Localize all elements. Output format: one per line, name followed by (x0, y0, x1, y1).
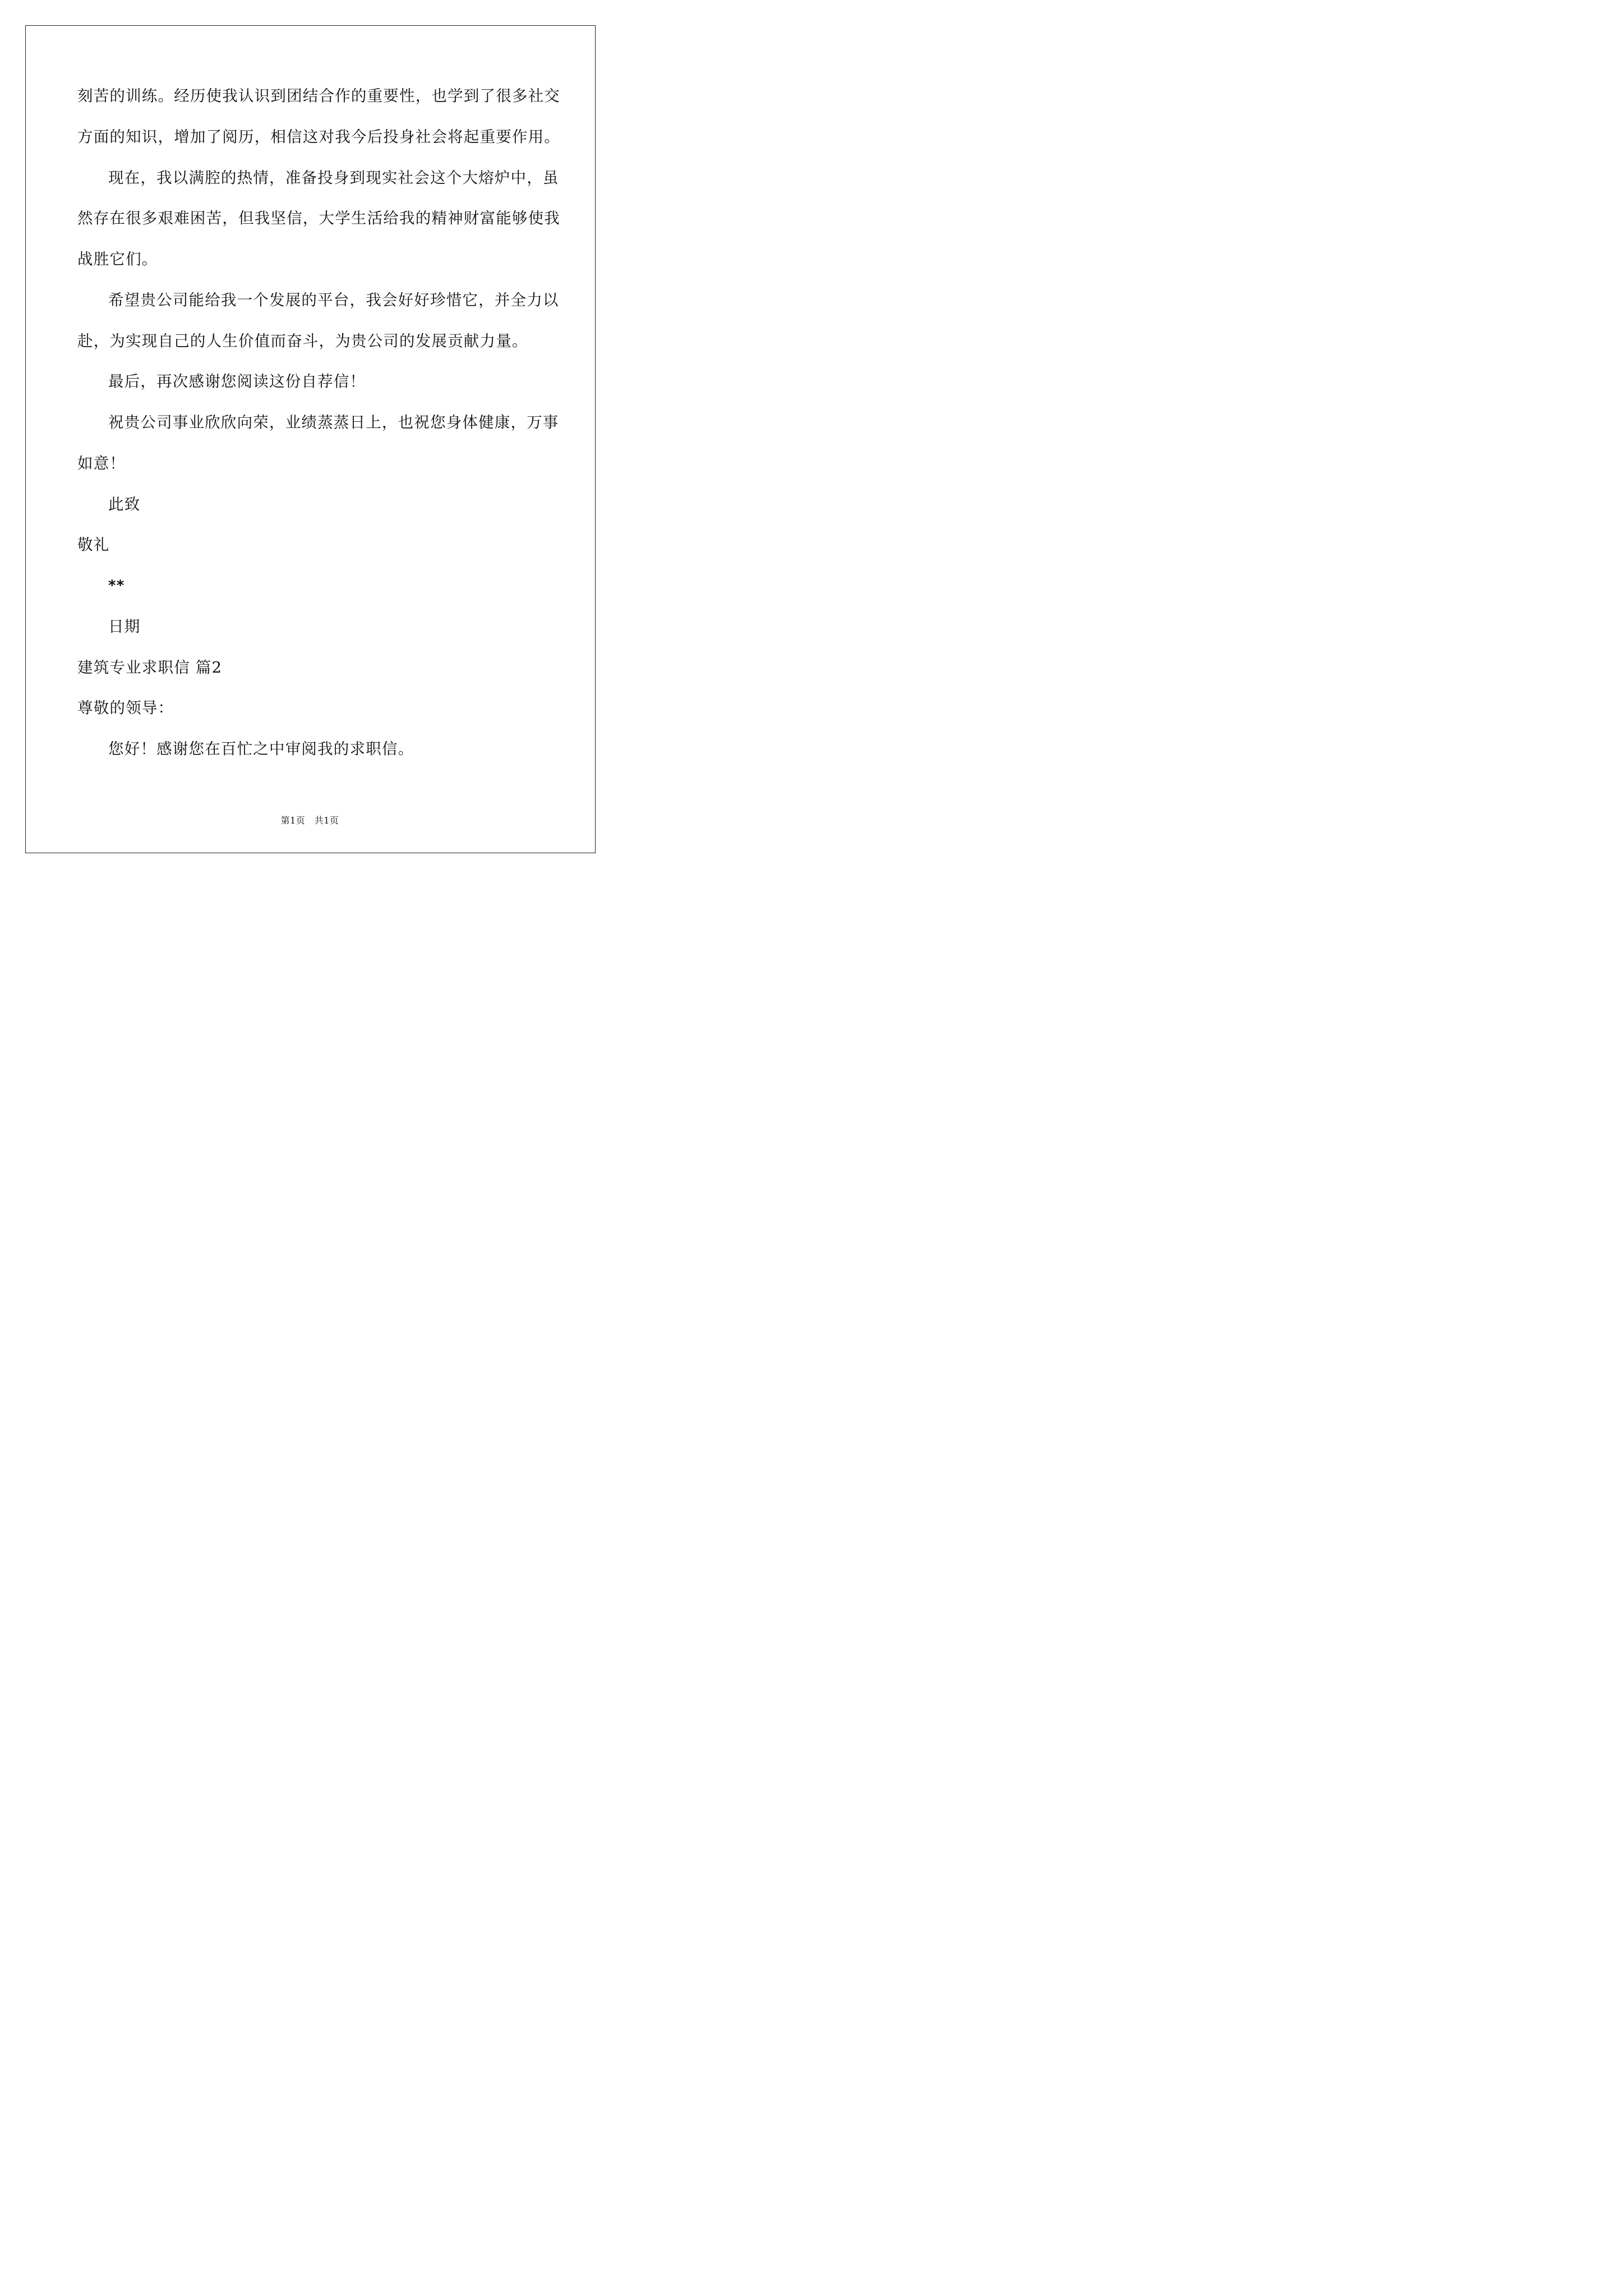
body-line: 赴，为实现自己的人生价值而奋斗，为贵公司的发展贡献力量。 (77, 332, 528, 350)
salutation: 尊敬的领导： (77, 699, 174, 717)
body-line: 您好！感谢您在百忙之中审阅我的求职信。 (108, 740, 414, 758)
section-heading: 建筑专业求职信 篇2 (77, 659, 223, 677)
closing-greeting: 此致 (108, 495, 141, 513)
body-line: 希望贵公司能给我一个发展的平台，我会好好珍惜它，并全力以 (108, 291, 559, 309)
body-line: 战胜它们。 (77, 250, 158, 268)
body-line: 方面的知识，增加了阅历，相信这对我今后投身社会将起重要作用。 (77, 128, 560, 146)
body-line: 然存在很多艰难困苦，但我坚信，大学生活给我的精神财富能够使我 (77, 209, 560, 227)
body-line: 如意！ (77, 454, 126, 472)
signature-placeholder: ** (108, 577, 125, 594)
body-line: 最后，再次感谢您阅读这份自荐信！ (108, 372, 366, 390)
body-line: 刻苦的训练。经历使我认识到团结合作的重要性，也学到了很多社交 (77, 87, 560, 105)
page-number: 第1页 共1页 (280, 815, 339, 826)
body-line: 祝贵公司事业欣欣向荣，业绩蒸蒸日上，也祝您身体健康，万事 (108, 413, 559, 431)
page-border (25, 25, 596, 853)
body-line: 现在，我以满腔的热情，准备投身到现实社会这个大熔炉中，虽 (108, 169, 559, 187)
closing-salute: 敬礼 (77, 536, 110, 554)
date-label: 日期 (108, 618, 141, 636)
